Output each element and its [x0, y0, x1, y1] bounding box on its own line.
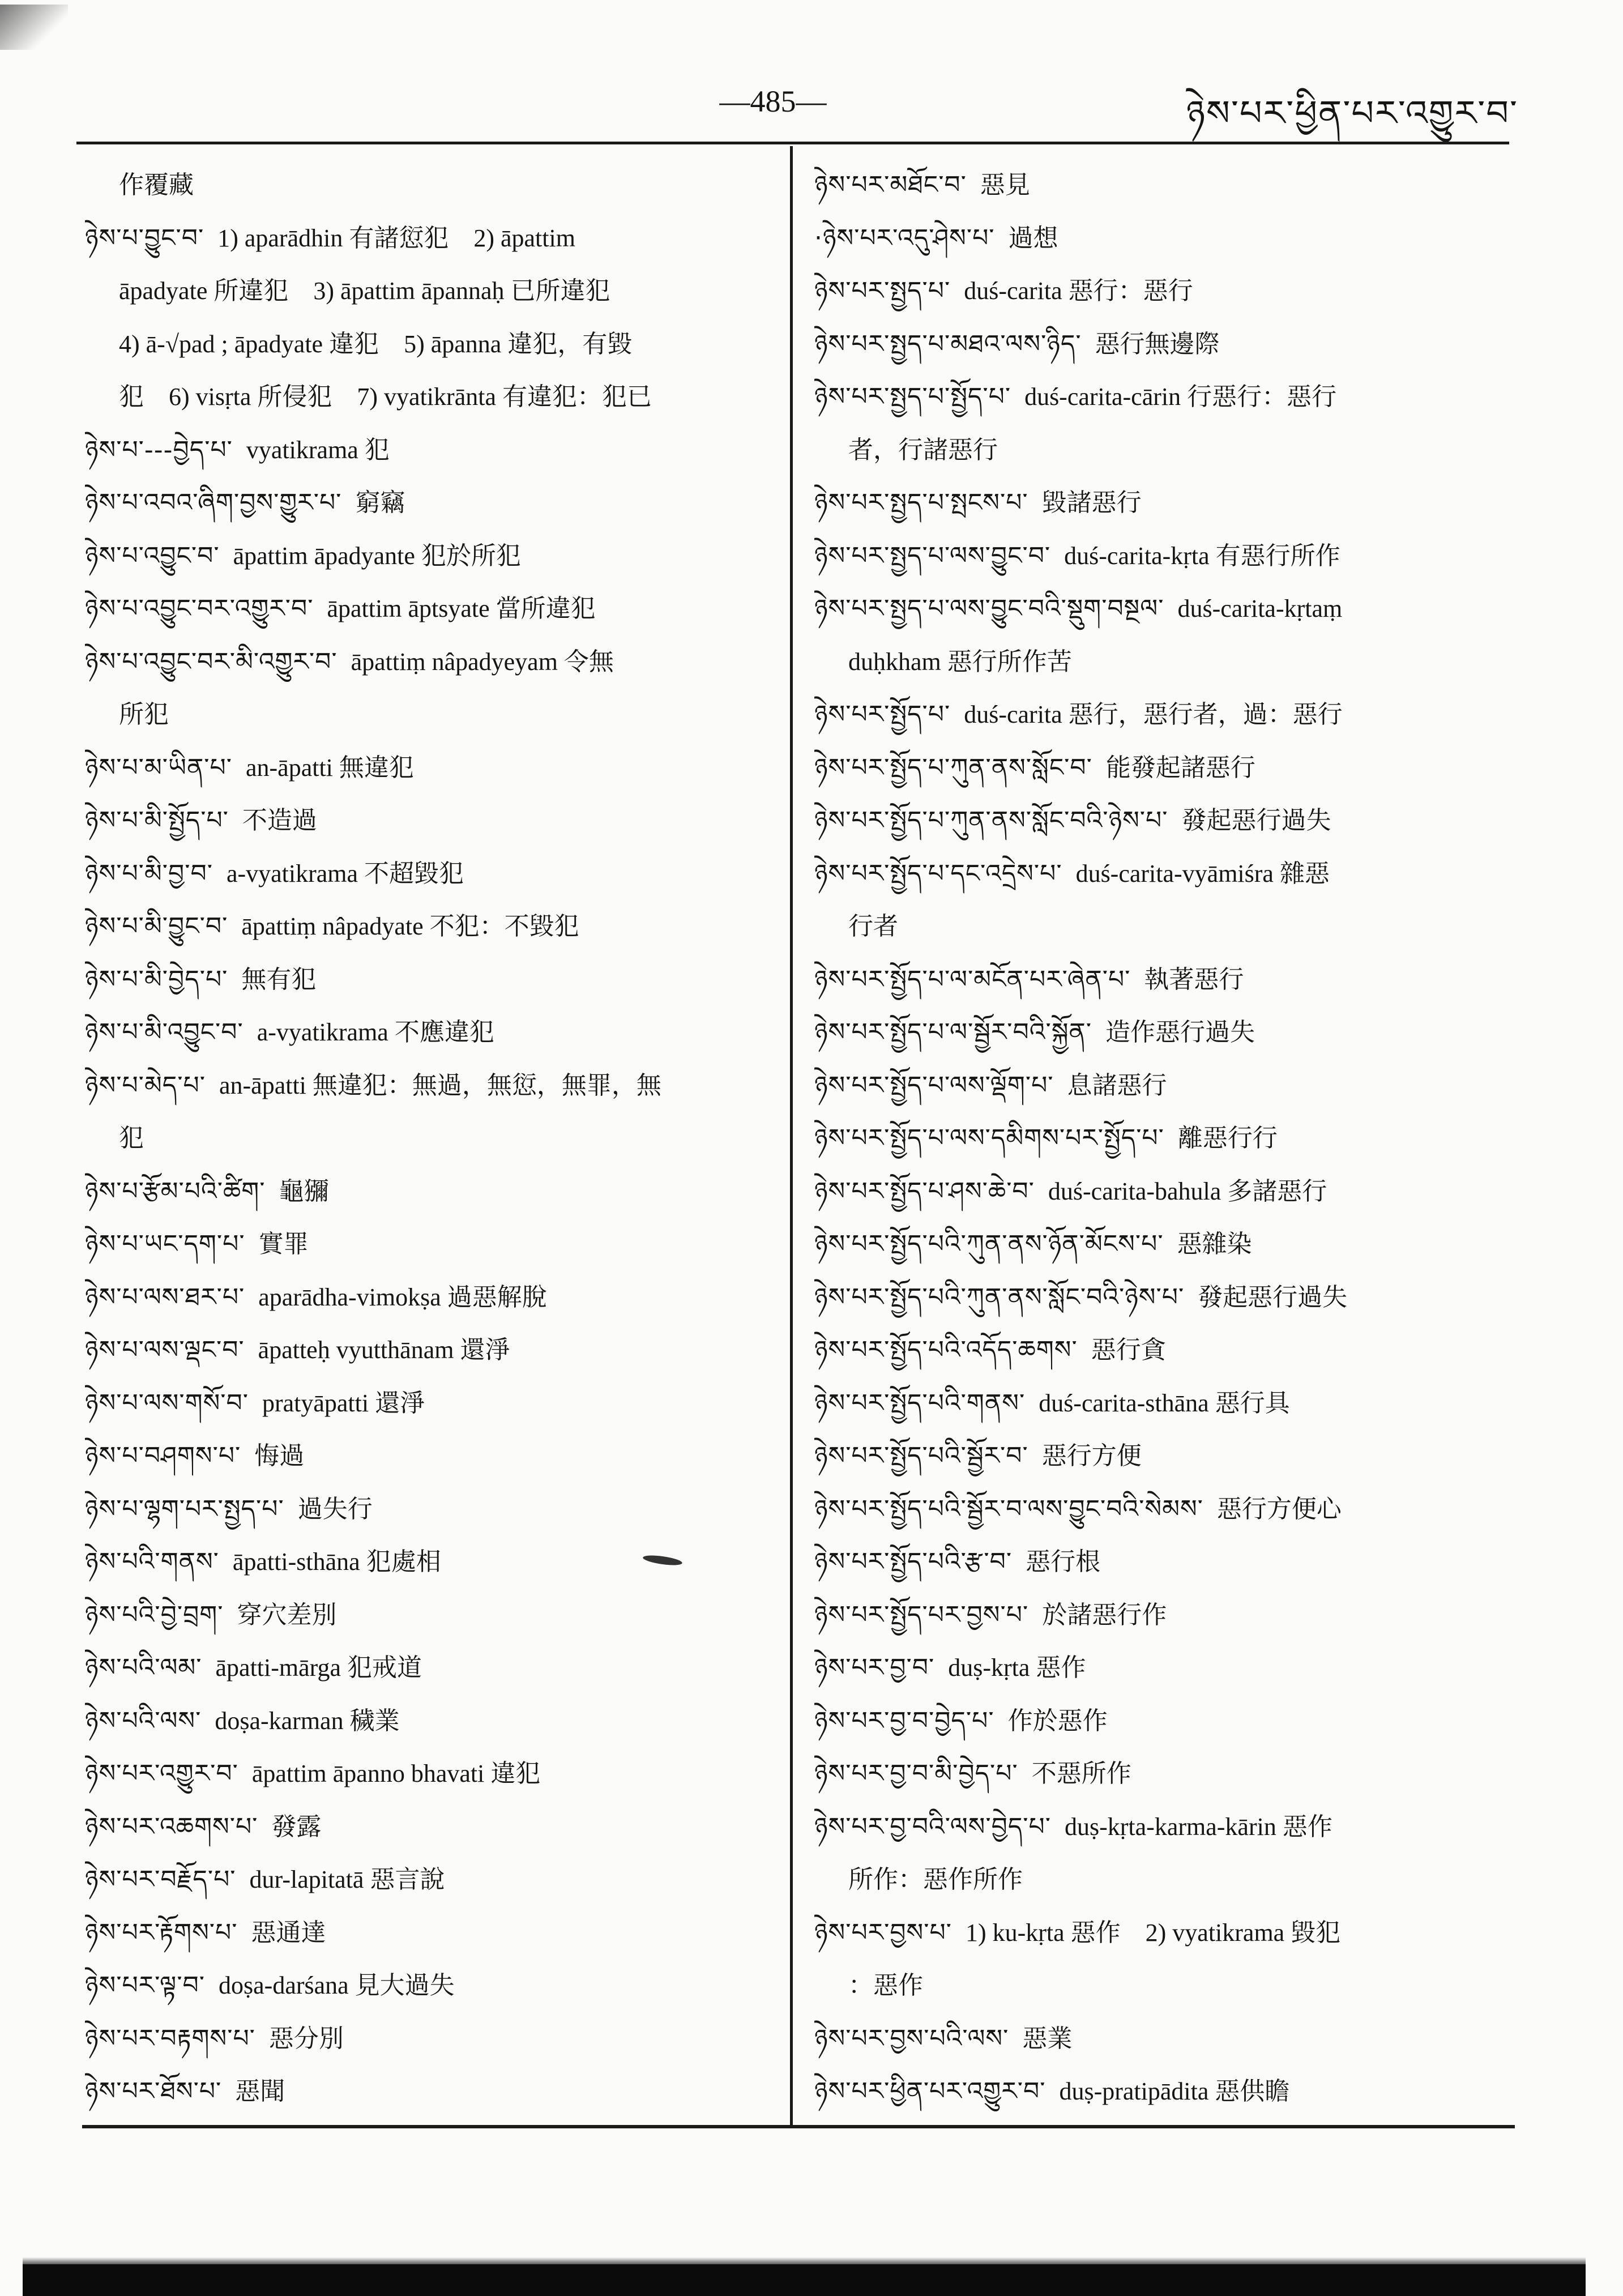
dictionary-entry: [85, 1059, 776, 1112]
entry-definition: 穿穴差別: [237, 1601, 337, 1629]
entry-continuation: [814, 424, 1517, 477]
entry-definition: 惡行無邊際: [1095, 330, 1220, 358]
dictionary-entry: [85, 424, 776, 477]
entry-definition: 行者: [848, 912, 898, 940]
dictionary-entry: [814, 370, 1517, 424]
entry-definition: a-vyatikrama 不超毀犯: [226, 859, 464, 887]
tibetan-headword: ཉེས་པར་སྤྱོད་པ་ཤས་ཆེ་བ་: [814, 1176, 1035, 1206]
entry-definition: duś-carita-vyāmiśra 雜惡: [1075, 859, 1330, 887]
entry-definition: duś-carita-kṛta 有惡行所作: [1064, 541, 1340, 570]
tibetan-headword: ཉེས་པ་བྱུང་བ་: [85, 223, 204, 253]
entry-definition: 1) ku-kṛta 惡作 2) vyatikrama 毀犯: [965, 1918, 1341, 1947]
scan-artifact-bottom: [23, 2264, 1586, 2296]
dictionary-entry: [85, 794, 776, 847]
entry-definition: 過想: [1008, 224, 1058, 252]
dictionary-entry: [814, 1218, 1517, 1271]
dictionary-entry: [85, 1218, 776, 1271]
entry-continuation: [814, 1959, 1517, 2012]
entry-definition: 窮竊: [355, 489, 405, 517]
dictionary-entry: [85, 1853, 776, 1906]
tibetan-headword: ཉེས་པར་སྤྱོད་པའི་ཀུན་ནས་སློང་བའི་ཉེས་པ་: [814, 1282, 1185, 1312]
entry-definition: 發起惡行過失: [1181, 806, 1331, 834]
entry-continuation: [814, 1853, 1517, 1906]
dictionary-entry: [814, 1377, 1517, 1430]
entry-definition: 不造過: [242, 806, 317, 834]
dictionary-entry: [85, 1906, 776, 1960]
entry-definition: 惡通達: [251, 1918, 326, 1947]
entry-definition: 龜獼: [279, 1177, 329, 1205]
dictionary-entry: [85, 635, 776, 689]
left-column: [85, 159, 776, 2118]
entry-definition: 發起惡行過失: [1198, 1283, 1348, 1311]
entry-definition: āpadyate 所違犯 3) āpattim āpannaḥ 已所違犯: [119, 277, 610, 305]
tibetan-headword: ཉེས་པར་བྱ་བ་: [814, 1653, 935, 1682]
entry-definition: doṣa-darśana 見大過失: [219, 1971, 455, 1999]
footer-rule: [82, 2125, 1515, 2128]
dictionary-entry: [814, 1483, 1517, 1536]
tibetan-headword: ཉེས་པར་བྱ་བ་བྱེད་པ་: [814, 1706, 994, 1735]
tibetan-headword: ཉེས་པར་བྱ་བ་མི་བྱེད་པ་: [814, 1759, 1018, 1788]
dictionary-entry: [814, 476, 1517, 530]
tibetan-headword: ཉེས་པར་ལྟ་བ་: [85, 1971, 206, 2000]
dictionary-entry: [85, 212, 776, 265]
scan-artifact-top: [0, 5, 68, 50]
tibetan-headword: ཉེས་པར་སྤྱད་པ་སྤངས་པ་: [814, 488, 1028, 517]
tibetan-headword: ཉེས་པ་མེད་པ་: [85, 1070, 206, 1100]
dictionary-entry: [814, 1589, 1517, 1642]
entry-definition: aparādha-vimokṣa 過惡解脫: [258, 1283, 547, 1311]
entry-definition: 惡見: [980, 171, 1030, 199]
entry-definition: 4) ā-√pad ; āpadyate 違犯 5) āpanna 違犯，有毀: [119, 330, 633, 358]
dictionary-entry: [814, 741, 1517, 795]
entry-definition: doṣa-karman 穢業: [215, 1706, 400, 1735]
entry-definition: duś-carita-sthāna 惡行具: [1039, 1389, 1290, 1417]
dictionary-entry: [85, 1006, 776, 1059]
dictionary-entry: [85, 1324, 776, 1377]
dictionary-entry: [85, 1695, 776, 1748]
dictionary-entry: [814, 2012, 1517, 2065]
dictionary-entry: [85, 2012, 776, 2065]
tibetan-headword: ཉེས་པ་ཡང་དག་པ་: [85, 1230, 245, 1258]
entry-definition: 犯: [119, 1124, 144, 1152]
tibetan-headword: ཉེས་པར་སྤྱོད་པར་བྱས་པ་: [814, 1600, 1029, 1629]
entry-definition: 毀諸惡行: [1041, 489, 1142, 517]
entry-definition: 惡分別: [268, 2024, 344, 2052]
entry-definition: 無有犯: [241, 965, 317, 993]
tibetan-headword: ཉེས་པར་སྤྱད་པ་ལས་བྱུང་བ་: [814, 541, 1051, 570]
entry-continuation: [85, 1112, 776, 1165]
entry-continuation: [85, 688, 776, 741]
tibetan-headword: ཉེས་པར་བྱས་པ་: [814, 1918, 952, 1947]
entry-definition: āpattim āpanno bhavati 違犯: [251, 1760, 541, 1787]
tibetan-headword: ཉེས་པར་སྤྱོད་པ་དང་འདྲེས་པ་: [814, 859, 1062, 888]
dictionary-entry: [814, 530, 1517, 583]
entry-definition: 惡雜染: [1177, 1230, 1252, 1258]
entry-definition: āpattim āptsyate 當所違犯: [327, 595, 596, 622]
entry-definition: duṣ-kṛta-karma-kārin 惡作: [1065, 1812, 1332, 1841]
dictionary-entry: [85, 1800, 776, 1854]
dictionary-entry: [814, 1165, 1517, 1218]
tibetan-headword: ཉེས་པར་སྤྱོད་པའི་འདོད་ཆགས་: [814, 1335, 1078, 1364]
tibetan-headword: ཉེས་པར་སྤྱོད་པ་: [814, 700, 951, 729]
entry-continuation: [85, 264, 776, 318]
tibetan-headword: ཉེས་པར་སྤྱད་པ་མཐའ་ལས་ཉིད་: [814, 329, 1082, 359]
tibetan-headword: ཉེས་པར་སྤྱོད་པའི་ཀུན་ནས་ཉོན་མོངས་པ་: [814, 1230, 1164, 1258]
dictionary-entry: [814, 1747, 1517, 1800]
tibetan-headword: ཉེས་པར་བྱས་པའི་ལས་: [814, 2024, 1009, 2053]
entry-definition: 惡業: [1022, 2024, 1073, 2052]
right-column: [814, 159, 1517, 2118]
entry-definition: a-vyatikrama 不應違犯: [257, 1018, 494, 1046]
page-number: —485—: [719, 84, 827, 118]
tibetan-headword: ཉེས་པའི་ལས་: [85, 1706, 202, 1735]
tibetan-headword: ཉེས་པ་རྩོམ་པའི་ཚིག་: [85, 1176, 266, 1206]
dictionary-entry: [85, 582, 776, 635]
entry-definition: 過失行: [297, 1495, 373, 1523]
tibetan-headword: ཉེས་པར་ཕྱིན་པར་འགྱུར་བ་: [814, 2077, 1046, 2106]
dictionary-entry: [814, 1429, 1517, 1483]
entry-definition: 離惡行行: [1177, 1124, 1278, 1152]
entry-definition: duś-carita 惡行，惡行者，過：惡行: [964, 701, 1343, 728]
tibetan-headword: ཉེས་པ་འབྱུང་བ་: [85, 541, 220, 570]
entry-definition: 所犯: [119, 701, 169, 728]
tibetan-headword: ·ཉེས་པར་འདུ་ཤེས་པ་: [814, 223, 995, 253]
entry-definition: duṣ-kṛta 惡作: [948, 1654, 1086, 1682]
dictionary-entry: [814, 1906, 1517, 1960]
entry-definition: 執著惡行: [1144, 965, 1244, 993]
entry-definition: duṣ-pratipādita 惡供瞻: [1059, 2077, 1290, 2105]
entry-definition: 惡行方便: [1041, 1442, 1142, 1470]
tibetan-headword: ཉེས་པར་སྤྱད་པ་སྤྱོད་པ་: [814, 382, 1011, 411]
entry-definition: 於諸惡行作: [1042, 1601, 1167, 1629]
entry-definition: duś-carita 惡行：惡行: [964, 277, 1193, 305]
dictionary-entry: [814, 1535, 1517, 1589]
dictionary-entry: [814, 847, 1517, 901]
tibetan-headword: ཉེས་པར་འགྱུར་བ་: [85, 1759, 238, 1788]
tibetan-headword: ཉེས་པ་འབྱུང་བར་འགྱུར་བ་: [85, 594, 314, 623]
entry-definition: an-āpatti 無違犯: [245, 753, 414, 782]
entry-definition: 作覆藏: [119, 171, 194, 199]
tibetan-headword: ཉེས་པ་འབའ་ཞིག་བྱས་གྱུར་པ་: [85, 488, 342, 517]
tibetan-headword: ཉེས་པ་ལས་ཐར་པ་: [85, 1282, 245, 1312]
tibetan-headword: ཉེས་པ་མི་བྱ་བ་: [85, 859, 213, 888]
tibetan-headword: ཉེས་པ་མ་ཡིན་པ་: [85, 753, 232, 782]
entry-definition: 1) aparādhin 有諸愆犯 2) āpattim: [217, 224, 575, 252]
dictionary-entry: [814, 953, 1517, 1006]
dictionary-entry: [85, 741, 776, 795]
entry-definition: 者，行諸惡行: [848, 436, 998, 464]
tibetan-headword: ཉེས་པའི་བྱེ་བྲག་: [85, 1600, 224, 1629]
dictionary-entry: [814, 1112, 1517, 1165]
entry-definition: an-āpatti 無違犯：無過，無愆，無罪，無: [219, 1071, 661, 1099]
dictionary-entry: [85, 1959, 776, 2012]
entry-definition: āpatteḥ vyutthānam 還淨: [258, 1336, 510, 1364]
dictionary-entry: [814, 794, 1517, 847]
column-divider: [790, 146, 793, 2128]
entry-definition: 息諸惡行: [1067, 1071, 1167, 1099]
entry-definition: āpattiṃ nâpadyate 不犯：不毀犯: [241, 912, 579, 940]
tibetan-headword: ཉེས་པའི་ལམ་: [85, 1653, 202, 1682]
entry-continuation: [85, 370, 776, 424]
tibetan-headword: ཉེས་པ་མི་བྱེད་པ་: [85, 965, 228, 994]
dictionary-entry: [85, 1483, 776, 1536]
entry-definition: pratyāpatti 還淨: [262, 1389, 425, 1417]
tibetan-headword: ཉེས་པར་རྟོགས་པ་: [85, 1918, 238, 1947]
entry-definition: vyatikrama 犯: [246, 436, 390, 464]
dictionary-entry: [85, 2065, 776, 2118]
entry-definition: ：惡作: [848, 1971, 923, 1999]
tibetan-headword: ཉེས་པར་བྱ་བའི་ལས་བྱེད་པ་: [814, 1812, 1051, 1841]
entry-definition: 惡聞: [235, 2077, 285, 2105]
tibetan-headword: ཉེས་པར་སྤྱད་པ་: [814, 276, 951, 305]
dictionary-entry: [85, 1641, 776, 1695]
entry-definition: duś-carita-kṛtaṃ: [1177, 595, 1343, 622]
dictionary-entry: [85, 1271, 776, 1324]
dictionary-entry: [85, 847, 776, 901]
entry-definition: 惡行根: [1026, 1548, 1101, 1576]
tibetan-headword: ཉེས་པ་འབྱུང་བར་མི་འགྱུར་བ་: [85, 647, 338, 676]
dictionary-entry: [85, 1165, 776, 1218]
running-title: ཉེས་པར་ཕྱིན་པར་འགྱུར་བ་: [1186, 92, 1518, 134]
tibetan-headword: ཉེས་པར་སྤྱོད་པ་ཀུན་ནས་སློང་བའི་ཉེས་པ་: [814, 806, 1168, 835]
entry-definition: 犯 6) visṛta 所侵犯 7) vyatikrānta 有違犯：犯已: [119, 383, 652, 411]
tibetan-headword: ཉེས་པར་སྤྱོད་པའི་རྩ་བ་: [814, 1547, 1013, 1576]
tibetan-headword: ཉེས་པར་སྤྱོད་པ་ཀུན་ནས་སློང་བ་: [814, 753, 1092, 782]
tibetan-headword: ཉེས་པའི་གནས་: [85, 1547, 219, 1576]
entry-continuation: [85, 159, 776, 212]
tibetan-headword: ཉེས་པར་སྤྱོད་པ་ལ་མངོན་པར་ཞེན་པ་: [814, 965, 1131, 994]
entry-definition: 發露: [271, 1812, 322, 1841]
entry-definition: āpatti-sthāna 犯處相: [232, 1548, 441, 1576]
entry-definition: dur-lapitatā 惡言說: [249, 1866, 445, 1893]
tibetan-headword: ཉེས་པར་སྤྱོད་པ་ལ་སྦྱོར་བའི་སྐྱོན་: [814, 1018, 1092, 1047]
entry-continuation: [85, 318, 776, 371]
tibetan-headword: ཉེས་པ་མི་འབྱུང་བ་: [85, 1018, 244, 1047]
dictionary-entry: [814, 159, 1517, 212]
entry-definition: 悔過: [254, 1442, 305, 1470]
entry-definition: 作於惡作: [1007, 1706, 1108, 1735]
entry-definition: 能發起諸惡行: [1105, 753, 1255, 782]
entry-definition: āpattiṃ nâpadyeyam 令無: [351, 647, 614, 676]
dictionary-entry: [814, 264, 1517, 318]
tibetan-headword: ཉེས་པར་ཐོས་པ་: [85, 2077, 222, 2106]
header-rule: [76, 142, 1509, 144]
entry-definition: āpatti-mārga 犯戒道: [215, 1654, 422, 1682]
entry-definition: duś-carita-bahula 多諸惡行: [1048, 1177, 1327, 1205]
tibetan-headword: ཉེས་པར་སྤྱོད་པའི་སྦྱོར་བ་: [814, 1441, 1028, 1470]
entry-definition: 惡行方便心: [1216, 1495, 1342, 1523]
dictionary-entry: [814, 1800, 1517, 1854]
entry-continuation: [814, 635, 1517, 689]
tibetan-headword: ཉེས་པར་མཐོང་བ་: [814, 170, 967, 199]
dictionary-entry: [814, 1059, 1517, 1112]
dictionary-entry: [814, 318, 1517, 371]
dictionary-entry: [814, 2065, 1517, 2118]
tibetan-headword: ཉེས་པ་བཤགས་པ་: [85, 1441, 241, 1470]
tibetan-headword: ཉེས་པར་བརྟགས་པ་: [85, 2024, 255, 2053]
tibetan-headword: ཉེས་པར་སྤྱོད་པ་ལས་དམིགས་པར་སྤྱོད་པ་: [814, 1124, 1164, 1153]
entry-definition: 造作惡行過失: [1105, 1018, 1255, 1046]
dictionary-entry: [814, 1641, 1517, 1695]
dictionary-entry: [814, 688, 1517, 741]
tibetan-headword: ཉེས་པ་ལྷག་པར་སྤྱད་པ་: [85, 1494, 284, 1523]
entry-continuation: [814, 900, 1517, 953]
dictionary-entry: [85, 1589, 776, 1642]
dictionary-entry: [85, 1377, 776, 1430]
entry-definition: 不惡所作: [1031, 1760, 1131, 1787]
tibetan-headword: ཉེས་པ་ལས་གསོ་བ་: [85, 1388, 249, 1418]
entry-definition: 所作：惡作所作: [848, 1866, 1023, 1893]
tibetan-headword: ཉེས་པ་ལས་ལྡང་བ་: [85, 1335, 245, 1364]
dictionary-entry: [85, 530, 776, 583]
tibetan-headword: ཉེས་པ་---བྱེད་པ་: [85, 435, 233, 464]
entry-definition: duś-carita-cārin 行惡行：惡行: [1024, 383, 1337, 411]
entry-definition: duḥkham 惡行所作苦: [848, 647, 1072, 676]
tibetan-headword: ཉེས་པ་མི་སྤྱོད་པ་: [85, 806, 229, 835]
tibetan-headword: ཉེས་པར་སྤྱོད་པའི་སྦྱོར་བ་ལས་བྱུང་བའི་སེམས་: [814, 1494, 1203, 1523]
dictionary-entry: [814, 1695, 1517, 1748]
dictionary-entry: [85, 1747, 776, 1800]
tibetan-headword: ཉེས་པར་འཆགས་པ་: [85, 1812, 258, 1841]
tibetan-headword: ཉེས་པར་བརྗོད་པ་: [85, 1865, 236, 1894]
dictionary-entry: [85, 900, 776, 953]
tibetan-headword: ཉེས་པར་སྤྱོད་པ་ལས་ལྡོག་པ་: [814, 1070, 1054, 1100]
entry-definition: 惡行貪: [1091, 1336, 1166, 1364]
dictionary-entry: [814, 1324, 1517, 1377]
dictionary-entry: [85, 953, 776, 1006]
entry-definition: 實罪: [258, 1230, 309, 1258]
dictionary-entry: [85, 476, 776, 530]
tibetan-headword: ཉེས་པ་མི་བྱུང་བ་: [85, 912, 228, 941]
dictionary-entry: [85, 1429, 776, 1483]
dictionary-entry: [814, 212, 1517, 265]
dictionary-entry: [814, 582, 1517, 635]
entry-definition: āpattim āpadyante 犯於所犯: [233, 541, 521, 570]
tibetan-headword: ཉེས་པར་སྤྱོད་པའི་གནས་: [814, 1388, 1026, 1418]
dictionary-entry: [814, 1271, 1517, 1324]
tibetan-headword: ཉེས་པར་སྤྱད་པ་ལས་བྱུང་བའི་སྡུག་བསྔལ་: [814, 594, 1164, 623]
dictionary-entry: [814, 1006, 1517, 1059]
